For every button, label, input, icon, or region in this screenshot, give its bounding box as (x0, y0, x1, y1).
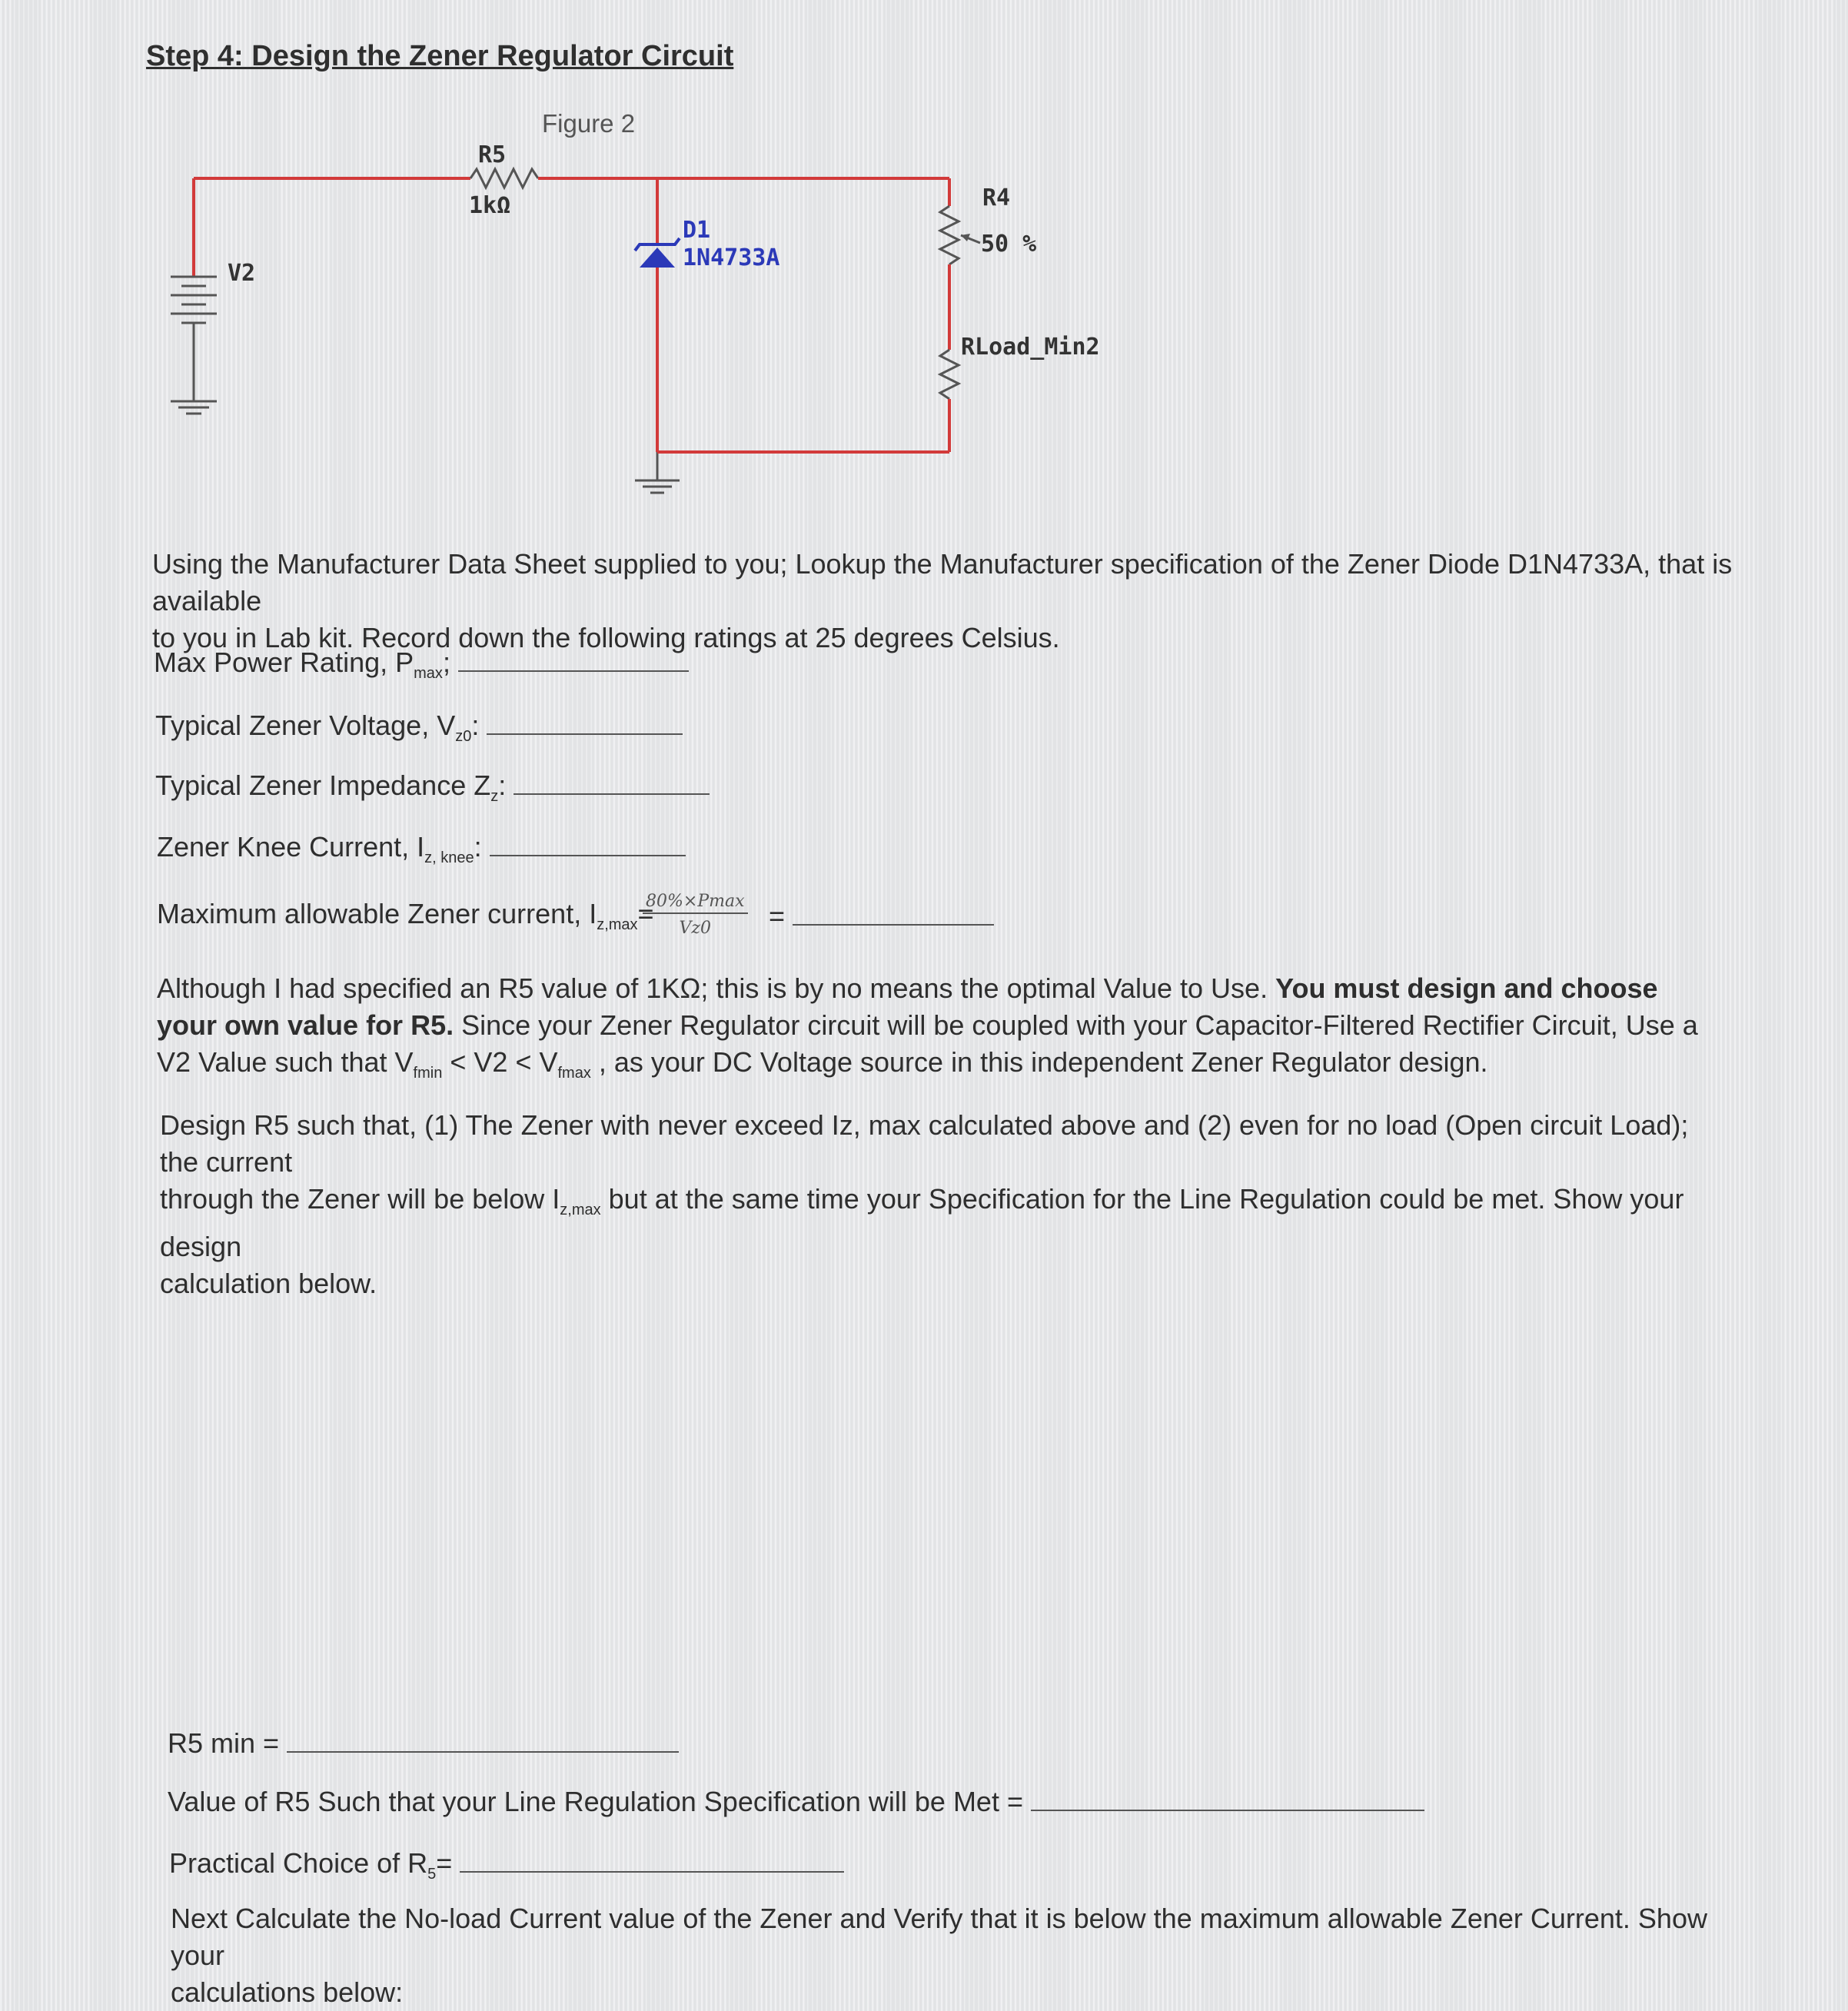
no-load-instructions: Next Calculate the No-load Current value of the Zener and Verify that it is below the maximum allowable Zener Current. Show your calculations below: (171, 1903, 1707, 2008)
label-d1-part: 1N4733A (683, 244, 780, 271)
field-practical-r5: Practical Choice of $R_5=$ (169, 1845, 844, 1883)
izknee-blank[interactable] (490, 829, 686, 856)
field-izmax: Maximum allowable Zener current, $I_{z,max}=$ (157, 898, 654, 934)
fraction-numerator: 80%×Pmax (643, 892, 748, 914)
practical-r5-blank[interactable] (460, 1845, 844, 1873)
izmax-blank[interactable] (793, 898, 994, 926)
izmax-result: = (769, 898, 994, 932)
label-d1: D1 (683, 217, 711, 244)
label-r5: R5 (478, 141, 507, 168)
figure-caption: Figure 2 (542, 109, 636, 138)
label-r5-value: 1kΩ (469, 192, 511, 219)
intro-line-2: to you in Lab kit. Record down the following ratings at 25 degrees Celsius. (152, 622, 1060, 653)
r5min-blank[interactable] (287, 1725, 679, 1753)
label-r4: R4 (982, 184, 1011, 211)
zz-blank[interactable] (514, 767, 710, 795)
circuit-diagram (0, 0, 1848, 538)
pmax-blank[interactable] (458, 644, 689, 672)
label-r4-value: 50 % (981, 231, 1037, 258)
battery-v2 (171, 277, 217, 323)
fraction-denominator: Vz0 (679, 919, 711, 938)
ground-v2 (171, 401, 217, 414)
label-rload: RLoad_Min2 (961, 334, 1100, 361)
page-title: Step 4: Design the Zener Regulator Circuit (146, 40, 734, 72)
requirements-paragraph: Design R5 such that, (1) The Zener with never exceed Iz, max calculated above and (2) even for no load (Open circuit Load); the current through the Zener will be below $I_{z,max}$ but at the same time your Specification for the Line Regulation could be met. Show your design calculation below. (160, 1109, 1689, 1300)
field-vz0: Typical Zener Voltage, $V_{z0}$: (155, 707, 683, 746)
field-pmax: Max Power Rating, $P_{max}$; (154, 644, 689, 683)
line-regulation-blank[interactable] (1031, 1783, 1424, 1811)
intro-paragraph (152, 546, 1736, 656)
ground-main (635, 480, 680, 493)
label-v2: V2 (228, 260, 256, 287)
field-izknee: Zener Knee Current, $I_{z, knee}$: (157, 829, 686, 867)
intro-line-1: Using the Manufacturer Data Sheet supplied to you; Lookup the Manufacturer specification of the Zener Diode D1N4733A, that is available (152, 548, 1733, 617)
potentiometer-r4 (940, 206, 959, 264)
design-paragraph: Although I had specified an R5 value of 1KΩ; this is by no means the optimal Value to Use. You must design and choose your own value for R5. Since your Zener Regulator circuit will be coupled with your Capacitor-Filtered Rectifier Circuit, Use a V2 Value such that $V_{fmin} < V2 < V_{fmax}$ , as your DC Voltage source in this independent Zener Regulator design. (157, 972, 1698, 1082)
resistor-rload (940, 350, 959, 399)
vz0-blank[interactable] (487, 707, 683, 735)
field-line-regulation: Value of R5 Such that your Line Regulation Specification will be Met = (168, 1783, 1424, 1818)
design-emphasis: You must design and choose your own value (157, 972, 1658, 1041)
field-r5min: R5 min = (168, 1725, 679, 1760)
field-zz: Typical Zener Impedance $Z_z$: (155, 767, 710, 806)
resistor-r5 (470, 169, 538, 188)
izmax-fraction (643, 892, 748, 938)
